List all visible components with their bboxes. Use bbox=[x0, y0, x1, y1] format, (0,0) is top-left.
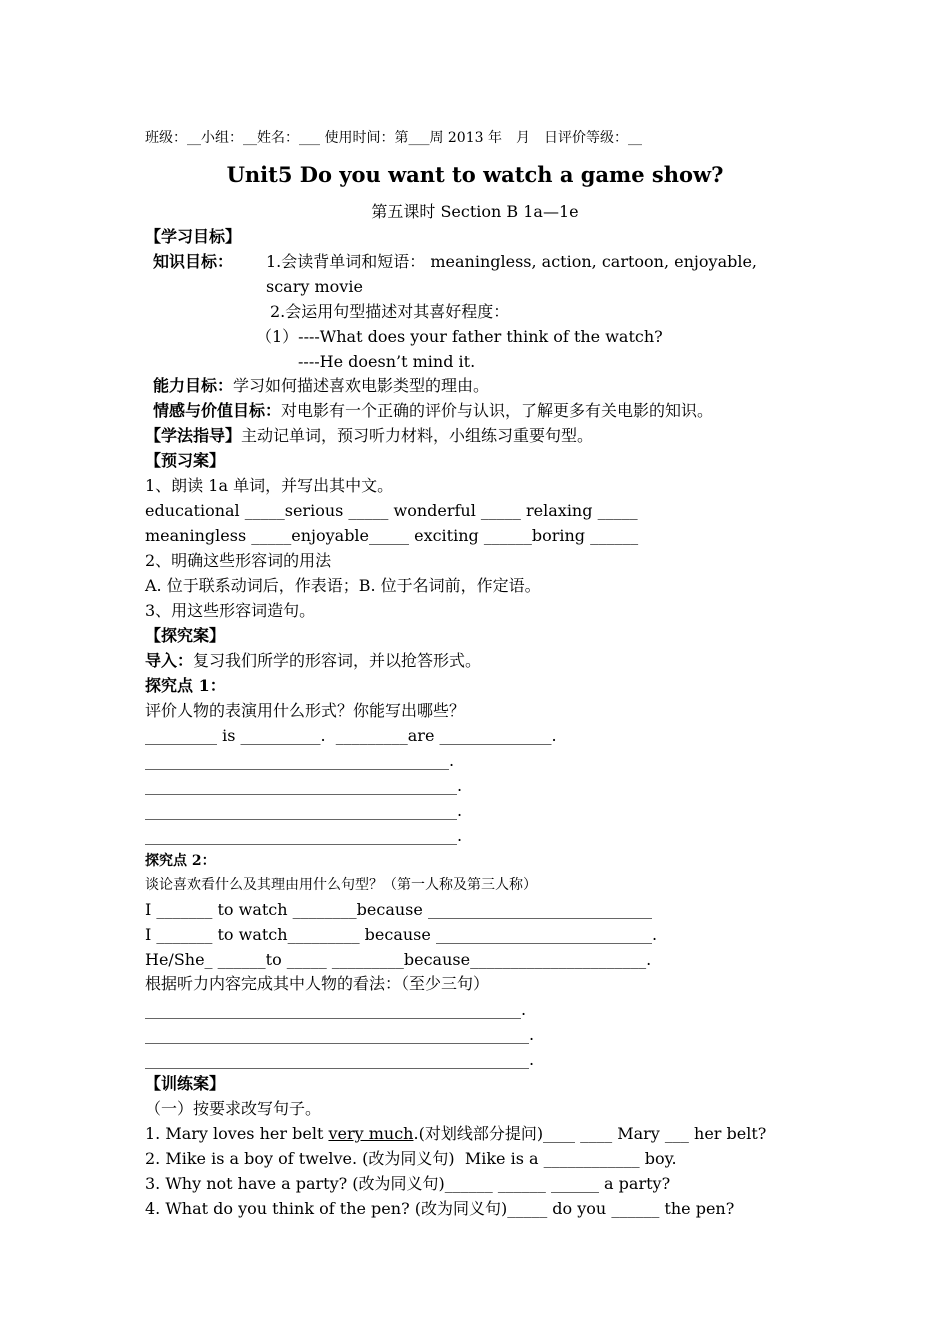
explore-point-1-blank-line: ______________________________________. bbox=[145, 751, 455, 770]
explore-point-2-blank-line: ________________________________________________. bbox=[145, 1050, 535, 1069]
goals-heading: 【学习目标】 bbox=[145, 227, 242, 246]
practice-question-1 bbox=[145, 1124, 766, 1144]
explore-point-2-listening: 根据听力内容完成其中人物的看法：（至少三句） bbox=[145, 974, 490, 993]
preview-item-2-detail: A. 位于联系动词后，作表语；B. 位于名词前，作定语。 bbox=[145, 576, 541, 595]
method-text: 主动记单词，预习听力材料，小组练习重要句型。 bbox=[241, 426, 594, 445]
preview-item-1: 1、朗读 1a 单词，并写出其中文。 bbox=[145, 476, 394, 495]
explore-intro-text: 复习我们所学的形容词，并以抢答形式。 bbox=[193, 651, 482, 670]
practice-question-3: 3. Why not have a party? (改为同义句)______ ______ ______ a party? bbox=[145, 1174, 671, 1193]
explore-intro-label: 导入： bbox=[145, 651, 194, 670]
explore-point-1-question: 评价人物的表演用什么形式？你能写出哪些？ bbox=[145, 701, 466, 720]
method-section bbox=[145, 426, 593, 446]
knowledge-goal-label: 知识目标： bbox=[153, 252, 234, 271]
preview-heading: 【预习案】 bbox=[145, 451, 226, 470]
method-heading: 【学法指导】 bbox=[145, 426, 242, 445]
knowledge-goal-1-cont: scary movie bbox=[266, 277, 363, 296]
explore-point-1-blank-row: _________ is __________. _________are ______________. bbox=[145, 726, 557, 745]
ability-goal bbox=[153, 376, 489, 396]
explore-point-2-line-1: I _______ to watch ________because ____________________________ bbox=[145, 900, 652, 919]
emotion-goal-label: 情感与价值目标： bbox=[153, 401, 282, 420]
knowledge-answer: ----He doesn’t mind it. bbox=[298, 352, 476, 371]
explore-point-2-blank-line: ________________________________________________. bbox=[145, 1025, 535, 1044]
practice-question-2: 2. Mike is a boy of twelve. (改为同义句) Mike is a ____________ boy. bbox=[145, 1149, 677, 1168]
explore-point-2-line-3: He/She_ ______to _____ _________because______________________. bbox=[145, 950, 652, 969]
practice-part-1: （一）按要求改写句子。 bbox=[145, 1099, 322, 1118]
explore-heading: 【探究案】 bbox=[145, 626, 226, 645]
page-title: Unit5 Do you want to watch a game show? bbox=[226, 162, 724, 187]
practice-q1-start: 1. Mary loves her belt bbox=[145, 1124, 329, 1143]
explore-point-2-question: 谈论喜欢看什么及其理由用什么句型？（第一人称及第三人称） bbox=[145, 877, 537, 893]
preview-words-row-2: meaningless _____enjoyable_____ exciting ______boring ______ bbox=[145, 526, 639, 545]
practice-heading: 【训练案】 bbox=[145, 1074, 226, 1093]
explore-point-1-label: 探究点 1： bbox=[145, 676, 226, 695]
explore-point-2-label: 探究点 2： bbox=[145, 853, 216, 869]
ability-goal-text: 学习如何描述喜欢电影类型的理由。 bbox=[233, 376, 490, 395]
preview-item-2: 2、明确这些形容词的用法 bbox=[145, 551, 332, 570]
preview-words-row-1: educational _____serious _____ wonderful _____ relaxing _____ bbox=[145, 501, 638, 520]
practice-question-4: 4. What do you think of the pen? (改为同义句)_____ do you ______ the pen? bbox=[145, 1199, 735, 1218]
preview-item-3: 3、用这些形容词造句。 bbox=[145, 601, 316, 620]
header-info-line: 班级：__小组：__姓名：___ 使用时间：第___周 2013 年 月 日评价等级：__ bbox=[145, 130, 642, 146]
knowledge-goal-2: 2.会运用句型描述对其喜好程度： bbox=[270, 302, 510, 321]
ability-goal-label: 能力目标： bbox=[153, 376, 234, 395]
emotion-goal bbox=[153, 401, 713, 421]
explore-intro bbox=[145, 651, 481, 671]
explore-point-1-blank-line: _______________________________________. bbox=[145, 801, 463, 820]
practice-q1-underlined: very much bbox=[328, 1124, 414, 1143]
explore-point-2-line-2: I _______ to watch_________ because ___________________________. bbox=[145, 925, 658, 944]
explore-point-1-blank-line: _______________________________________. bbox=[145, 776, 463, 795]
lesson-subtitle: 第五课时 Section B 1a—1e bbox=[371, 202, 579, 221]
knowledge-goal-1: 1.会读背单词和短语： meaningless, action, cartoon, enjoyable, bbox=[266, 252, 758, 271]
knowledge-question: （1）----What does your father think of the watch? bbox=[256, 327, 663, 346]
explore-point-2-blank-line: _______________________________________________. bbox=[145, 1000, 527, 1019]
explore-point-1-blank-line: _______________________________________. bbox=[145, 826, 463, 845]
practice-q1-end: .(对划线部分提问)____ ____ Mary ___ her belt? bbox=[413, 1124, 767, 1143]
emotion-goal-text: 对电影有一个正确的评价与认识，了解更多有关电影的知识。 bbox=[281, 401, 714, 420]
